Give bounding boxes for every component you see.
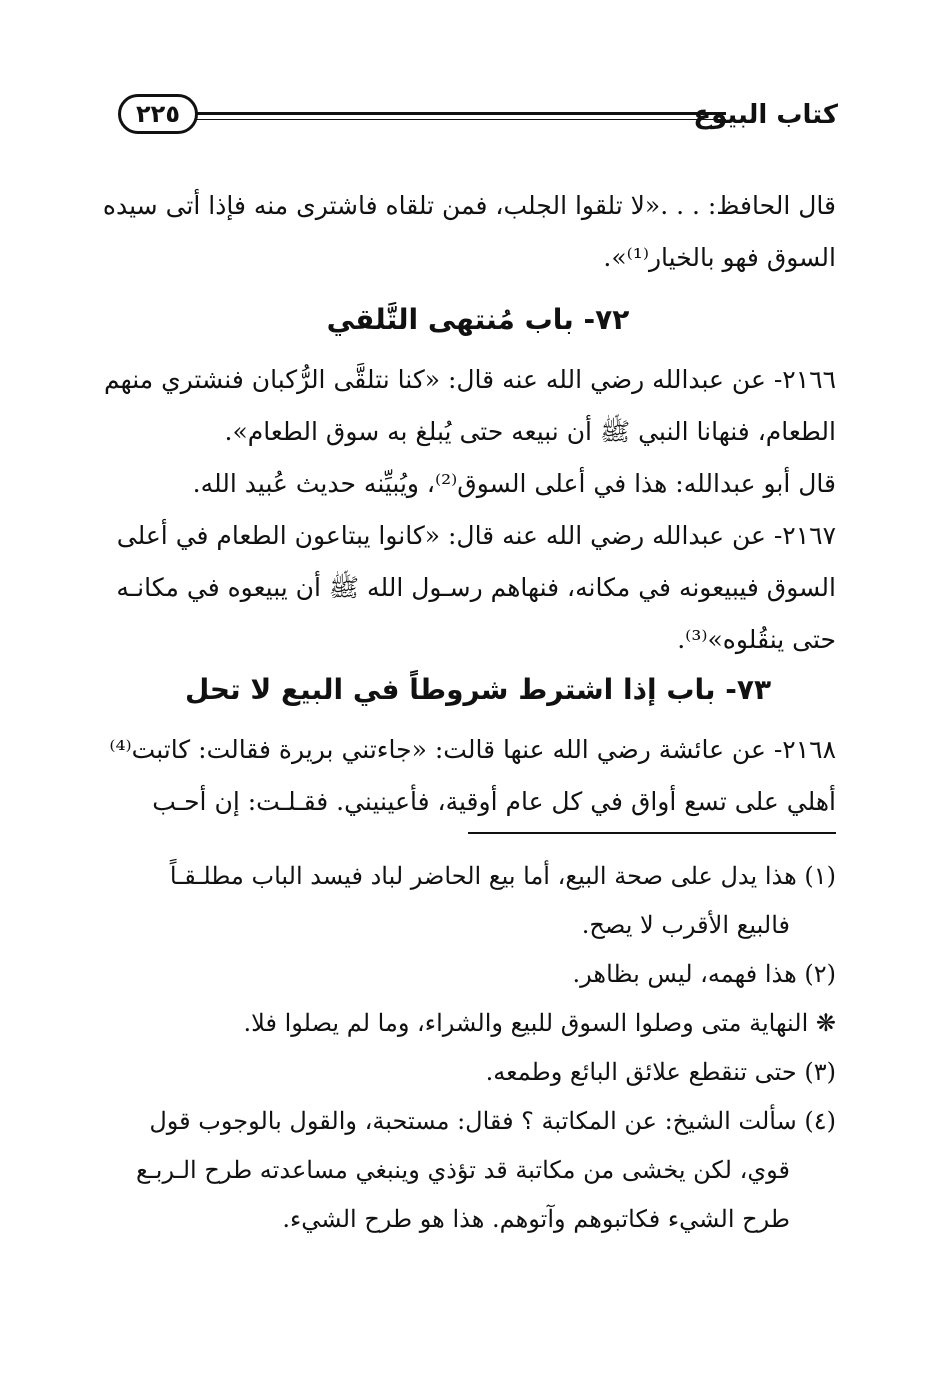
footnote-note: ❋ النهاية متى وصلوا السوق للبيع والشراء، وما لم يصلوا فلا. bbox=[243, 1009, 836, 1037]
text-line: الطعام، فنهانا النبي ﷺ أن نبيعه حتى يُبلغ به سوق الطعام». bbox=[224, 417, 836, 446]
footnotes bbox=[120, 852, 836, 1244]
text-line: قال أبو عبدالله: هذا في أعلى السوق⁽²⁾، ويُبيِّنه حديث عُبيد الله. bbox=[192, 469, 836, 498]
text-line: أهلي على تسع أواق في كل عام أوقية، فأعينيني. فقـلـت: إن أحـب bbox=[152, 787, 836, 816]
hadith-2168 bbox=[109, 724, 836, 828]
text-line: ٢١٦٨- عن عائشة رضي الله عنها قالت: «جاءتني بريرة فقالت: كاتبت⁽⁴⁾ bbox=[109, 735, 836, 764]
hadith-2167 bbox=[116, 510, 836, 666]
text-line: السوق فهو بالخيار⁽¹⁾». bbox=[603, 243, 836, 272]
page-header bbox=[118, 92, 838, 148]
footnote-3: (٣) حتى تنقطع علائق البائع وطمعه. bbox=[485, 1058, 836, 1086]
footnote-1: (١) هذا يدل على صحة البيع، أما بيع الحاضر لباد فيسد الباب مطلـقـاً bbox=[169, 862, 836, 890]
footnote-4-continued: طرح الشيء فكاتبوهم وآتوهم. هذا هو طرح الشيء. bbox=[282, 1205, 790, 1233]
text-line: ٢١٦٦- عن عبدالله رضي الله عنه قال: «كنا نتلقَّى الرُّكبان فنشتري منهم bbox=[104, 365, 836, 394]
footnote-separator bbox=[468, 832, 836, 834]
text-line: قال الحافظ: . . .«لا تلقوا الجلب، فمن تلقاه فاشترى منه فإذا أتى سيده bbox=[102, 191, 836, 220]
intro-paragraph bbox=[102, 180, 836, 284]
running-title: كتاب البيوع bbox=[693, 100, 838, 130]
text-line: حتى ينقُلوه»⁽³⁾. bbox=[677, 625, 836, 654]
text-line: السوق فيبيعونه في مكانه، فنهاهم رسـول الله ﷺ أن يبيعوه في مكانـه bbox=[116, 573, 836, 602]
footnote-2: (٢) هذا فهمه، ليس بظاهر. bbox=[572, 960, 836, 988]
footnote-1-continued: فالبيع الأقرب لا يصح. bbox=[581, 911, 790, 939]
page-number: ٢٢٥ bbox=[118, 94, 198, 134]
footnote-4: (٤) سألت الشيخ: عن المكاتبة ؟ فقال: مستحبة، والقول بالوجوب قول bbox=[149, 1107, 836, 1135]
footnote-4-continued: قوي، لكن يخشى من مكاتبة قد تؤذي وينبغي مساعدته طرح الـربـع bbox=[135, 1156, 790, 1184]
chapter-72-heading: ٧٢- باب مُنتهى التَّلقي bbox=[326, 303, 630, 336]
header-rule bbox=[196, 112, 726, 120]
chapter-73-heading: ٧٣- باب إذا اشترط شروطاً في البيع لا تحل bbox=[184, 673, 772, 706]
text-line: ٢١٦٧- عن عبدالله رضي الله عنه قال: «كانوا يبتاعون الطعام في أعلى bbox=[116, 521, 836, 550]
hadith-2166 bbox=[104, 354, 836, 510]
